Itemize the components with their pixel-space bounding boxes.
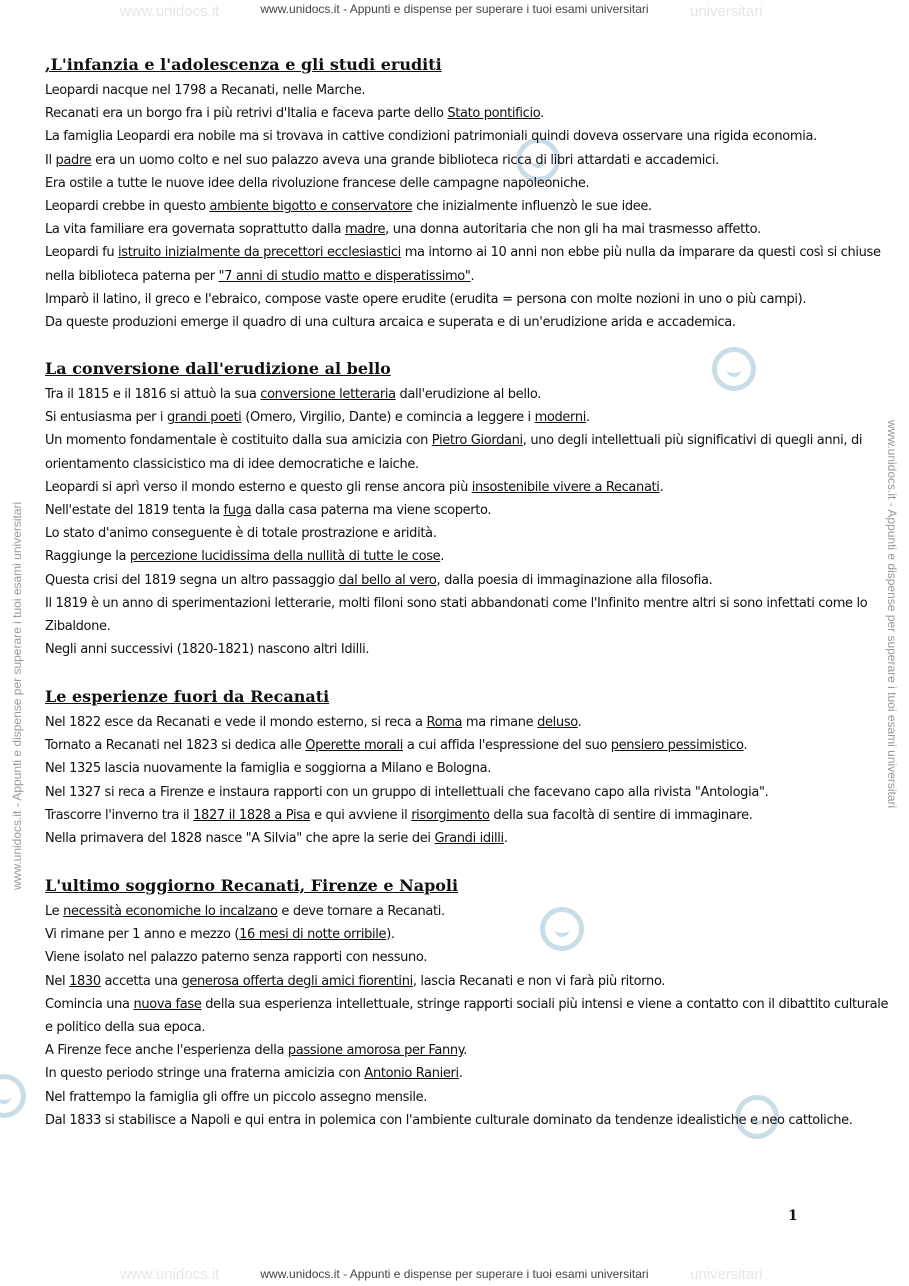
underlined-phrase: Antonio Ranieri — [364, 1066, 459, 1082]
paragraph: Raggiunge la percezione lucidissima della nullità di tutte le cose. — [45, 549, 445, 565]
paragraph: Nel 1325 lascia nuovamente la famiglia e soggiorna a Milano e Bologna. — [45, 761, 492, 777]
paragraph: Leopardi si aprì verso il mondo esterno e questo gli rense ancora più insostenibile vivere a Recanati. — [45, 479, 664, 495]
underlined-phrase: generosa offerta degli amici fiorentini — [181, 973, 413, 989]
paragraph: Leopardi nacque nel 1798 a Recanati, nelle Marche. — [45, 83, 366, 98]
section-heading: La conversione dall'erudizione al bello — [45, 359, 391, 378]
section-paragraphs — [45, 711, 895, 850]
paragraph: Vi rimane per 1 anno e mezzo (16 mesi di notte orribile). — [45, 927, 395, 943]
paragraph: A Firenze fece anche l'esperienza della passione amorosa per Fanny. — [45, 1043, 468, 1059]
unidocs-logo-icon — [0, 1074, 26, 1118]
underlined-phrase: 1830 — [69, 973, 101, 989]
underlined-phrase: risorgimento — [411, 807, 490, 823]
paragraph: Recanati era un borgo fra i più retrivi d'Italia e faceva parte dello Stato pontificio. — [45, 106, 544, 122]
paragraph: Lo stato d'animo conseguente è di totale prostrazione e aridità. — [45, 526, 437, 542]
underlined-phrase: Operette morali — [305, 738, 404, 754]
underlined-phrase: conversione letteraria — [260, 387, 396, 402]
watermark-ghost-bottom-left: www.unidocs.it — [120, 1266, 220, 1283]
section-paragraphs — [45, 79, 895, 334]
section-heading: L'ultimo soggiorno Recanati, Firenze e Napoli — [45, 876, 459, 895]
paragraph: Da queste produzioni emerge il quadro di una cultura arcaica e superata e di un'erudizione arida e accademica. — [45, 315, 736, 331]
paragraph: Tra il 1815 e il 1816 si attuò la sua conversione letteraria dall'erudizione al bello. — [45, 387, 541, 402]
paragraph: Leopardi crebbe in questo ambiente bigotto e conservatore che inizialmente influenzò le sue idee. — [45, 199, 652, 215]
section-heading: Le esperienze fuori da Recanati — [45, 687, 330, 706]
watermark-left: www.unidocs.it - Appunti e dispense per superare i tuoi esami universitari — [10, 501, 24, 890]
paragraph: In questo periodo stringe una fraterna amicizia con Antonio Ranieri. — [45, 1066, 463, 1082]
underlined-phrase: fuga — [223, 503, 252, 519]
underlined-phrase: madre — [344, 222, 386, 238]
underlined-phrase: Stato pontificio — [447, 106, 541, 122]
paragraph: Un momento fondamentale è costituito dalla sua amicizia con Pietro Giordani, uno degli intellettuali più significativi di quegli anni, di orientamento classicistico ma di idee democratiche e laiche. — [45, 433, 863, 472]
watermark-right: www.unidocs.it - Appunti e dispense per superare i tuoi esami universitari — [885, 420, 899, 809]
underlined-phrase: ambiente bigotto e conservatore — [209, 199, 413, 215]
section-conversione — [45, 358, 895, 661]
underlined-phrase: dal bello al vero — [338, 572, 437, 588]
underlined-phrase: necessità economiche lo incalzano — [63, 904, 278, 919]
underlined-phrase: nuova fase — [133, 996, 202, 1012]
underlined-phrase: moderni — [534, 410, 586, 426]
underlined-phrase: pensiero pessimistico — [610, 738, 744, 754]
section-ultimo-soggiorno — [45, 875, 895, 1132]
paragraph: Nell'estate del 1819 tenta la fuga dalla casa paterna ma viene scoperto. — [45, 503, 492, 519]
paragraph: Negli anni successivi (1820-1821) nascono altri Idilli. — [45, 642, 370, 658]
paragraph: Trascorre l'inverno tra il 1827 il 1828 a Pisa e qui avviene il risorgimento della sua facoltà di sentire di immaginare. — [45, 807, 753, 823]
section-esperienze — [45, 686, 895, 850]
paragraph: Le necessità economiche lo incalzano e deve tornare a Recanati. — [45, 904, 445, 919]
paragraph: Comincia una nuova fase della sua esperienza intellettuale, stringe rapporti sociali più intensi e viene a contatto con il dibattito culturale e politico della sua epoca. — [45, 996, 889, 1036]
underlined-phrase: "7 anni di studio matto e disperatissimo" — [218, 268, 471, 284]
underlined-phrase: passione amorosa per Fanny — [287, 1043, 464, 1059]
paragraph: Nel 1327 si reca a Firenze e instaura rapporti con un gruppo di intellettuali che facevano capo alla rivista "Antologia". — [45, 784, 769, 800]
underlined-phrase: percezione lucidissima della nullità di tutte le cose — [129, 549, 441, 565]
underlined-phrase: 1827 il 1828 a Pisa — [193, 807, 311, 823]
watermark-ghost-bottom-right: universitari — [690, 1266, 763, 1283]
page-number: 1 — [788, 1208, 798, 1224]
watermark-top: www.unidocs.it - Appunti e dispense per superare i tuoi esami universitari — [260, 2, 649, 16]
underlined-phrase: Grandi idilli — [434, 831, 504, 847]
underlined-phrase: istruito inizialmente da precettori ecclesiastici — [118, 245, 401, 261]
watermark-bottom: www.unidocs.it - Appunti e dispense per superare i tuoi esami universitari — [260, 1267, 649, 1281]
paragraph: Nel 1830 accetta una generosa offerta degli amici fiorentini, lascia Recanati e non vi farà più ritorno. — [45, 973, 666, 989]
underlined-phrase: Pietro Giordani — [431, 433, 523, 449]
underlined-phrase: Roma — [426, 715, 463, 730]
paragraph: Questa crisi del 1819 segna un altro passaggio dal bello al vero, dalla poesia di immaginazione alla filosofia. — [45, 572, 713, 588]
paragraph: Imparò il latino, il greco e l'ebraico, compose vaste opere erudite (erudita = persona con molte nozioni in uno o più campi). — [45, 291, 807, 307]
paragraph: Il padre era un uomo colto e nel suo palazzo aveva una grande biblioteca ricca di libri attardati e accademici. — [45, 152, 719, 168]
paragraph: La vita familiare era governata soprattutto dalla madre, una donna autoritaria che non gli ha mai trasmesso affetto. — [45, 222, 761, 238]
underlined-phrase: insostenibile vivere a Recanati — [471, 479, 660, 495]
paragraph: Viene isolato nel palazzo paterno senza rapporti con nessuno. — [45, 950, 428, 966]
paragraph: Leopardi fu istruito inizialmente da precettori ecclesiastici ma intorno ai 10 anni non ebbe più nulla da imparare da questi così si chiuse nella biblioteca paterna per "7 anni di studio matto e disperatissimo". — [45, 245, 881, 284]
watermark-ghost-top-right: universitari — [690, 3, 763, 20]
section-heading: ,L'infanzia e l'adolescenza e gli studi eruditi — [45, 55, 442, 74]
watermark-ghost-top-left: www.unidocs.it — [120, 3, 220, 20]
paragraph: Si entusiasma per i grandi poeti (Omero, Virgilio, Dante) e comincia a leggere i moderni. — [45, 410, 590, 426]
underlined-phrase: grandi poeti — [166, 410, 242, 426]
paragraph: La famiglia Leopardi era nobile ma si trovava in cattive condizioni patrimoniali quindi doveva osservare una rigida economia. — [45, 129, 817, 145]
section-paragraphs — [45, 900, 895, 1132]
paragraph: Nel 1822 esce da Recanati e vede il mondo esterno, si reca a Roma ma rimane deluso. — [45, 715, 582, 730]
section-paragraphs — [45, 383, 895, 661]
paragraph: Nella primavera del 1828 nasce "A Silvia" che apre la serie dei Grandi idilli. — [45, 831, 508, 847]
paragraph: Era ostile a tutte le nuove idee della rivoluzione francese delle campagne napoleoniche. — [45, 175, 590, 191]
paragraph: Tornato a Recanati nel 1823 si dedica alle Operette morali a cui affida l'espressione del suo pensiero pessimistico. — [45, 738, 748, 754]
underlined-phrase: deluso — [537, 715, 578, 730]
section-infanzia — [45, 54, 895, 334]
paragraph: Il 1819 è un anno di sperimentazioni letterarie, molti filoni sono stati abbandonati come l'Infinito mentre altri si sono infettati come lo Zibaldone. — [45, 595, 868, 635]
underlined-phrase: 16 mesi di notte orribile — [239, 927, 387, 943]
paragraph: Dal 1833 si stabilisce a Napoli e qui entra in polemica con l'ambiente culturale dominato da tendenze idealistiche e neo cattoliche. — [45, 1112, 853, 1128]
underlined-phrase: padre — [55, 152, 92, 168]
paragraph: Nel frattempo la famiglia gli offre un piccolo assegno mensile. — [45, 1089, 428, 1105]
